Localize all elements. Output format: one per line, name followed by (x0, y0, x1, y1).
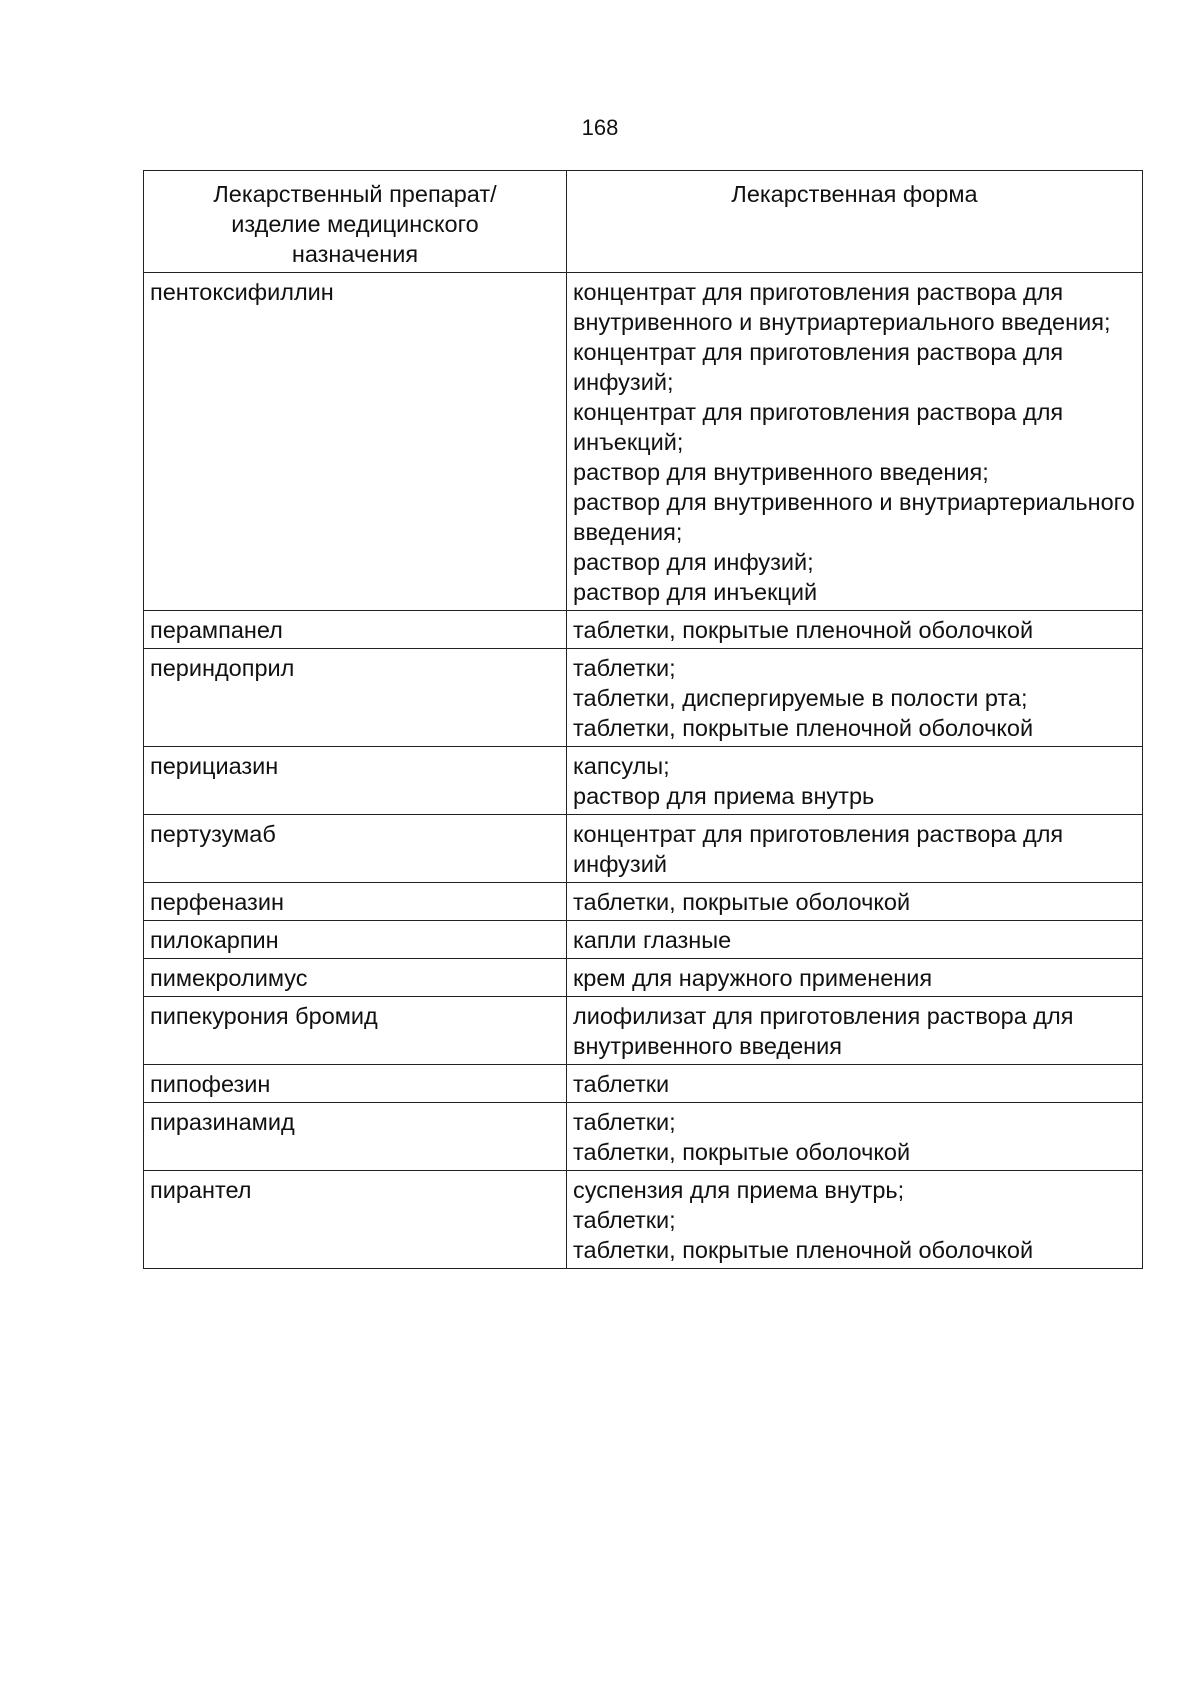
dosage-form-cell (567, 997, 1143, 1065)
dosage-form-item: таблетки; (573, 1109, 676, 1135)
table-body (144, 273, 1143, 1269)
drug-name-cell: перампанел (144, 611, 567, 649)
dosage-form-item: таблетки, покрытые пленочной оболочкой (573, 617, 1034, 643)
drug-name-cell: пимекролимус (144, 959, 567, 997)
dosage-form-item: концентрат для приготовления раствора для инфузий (573, 821, 1064, 877)
dosage-form-item: капли глазные (573, 927, 732, 953)
table-row (144, 649, 1143, 747)
dosage-form-item: капсулы; (573, 753, 670, 779)
dosage-form-item: таблетки; (573, 1207, 676, 1233)
dosage-form-item: раствор для внутривенного и внутриартериального введения; (573, 489, 1135, 545)
dosage-form-item: суспензия для приема внутрь; (573, 1177, 905, 1203)
dosage-form-item: концентрат для приготовления раствора для инъекций; (573, 399, 1064, 455)
drug-name-cell: периндоприл (144, 649, 567, 747)
table-row (144, 1065, 1143, 1103)
table-row (144, 815, 1143, 883)
table-row (144, 1103, 1143, 1171)
dosage-form-cell (567, 611, 1143, 649)
dosage-form-item: раствор для инъекций (573, 579, 818, 605)
table-row (144, 921, 1143, 959)
drug-table (143, 170, 1143, 1269)
dosage-form-item: таблетки, покрытые оболочкой (573, 1139, 911, 1165)
column-header-drug: Лекарственный препарат/ изделие медицинского назначения (144, 171, 567, 273)
dosage-form-item: таблетки, покрытые пленочной оболочкой (573, 715, 1034, 741)
dosage-form-cell (567, 747, 1143, 815)
dosage-form-item: таблетки, покрытые пленочной оболочкой (573, 1237, 1034, 1263)
table-header-row (144, 171, 1143, 273)
drug-name-cell: перициазин (144, 747, 567, 815)
dosage-form-cell (567, 273, 1143, 611)
table-row (144, 747, 1143, 815)
dosage-form-cell (567, 921, 1143, 959)
drug-name-cell: пилокарпин (144, 921, 567, 959)
dosage-form-cell (567, 1171, 1143, 1269)
dosage-form-item: крем для наружного применения (573, 965, 933, 991)
dosage-form-item: таблетки, покрытые оболочкой (573, 889, 911, 915)
dosage-form-cell (567, 649, 1143, 747)
dosage-form-item: таблетки (573, 1071, 670, 1097)
drug-name-cell: пиразинамид (144, 1103, 567, 1171)
dosage-form-item: концентрат для приготовления раствора для инфузий; (573, 339, 1064, 395)
table-row (144, 611, 1143, 649)
table-row (144, 959, 1143, 997)
drug-name-cell: пипекурония бромид (144, 997, 567, 1065)
dosage-form-item: концентрат для приготовления раствора для внутривенного и внутриартериального введения; (573, 279, 1111, 335)
drug-name-cell: перфеназин (144, 883, 567, 921)
dosage-form-item: раствор для инфузий; (573, 549, 814, 575)
dosage-form-item: раствор для внутривенного введения; (573, 459, 989, 485)
dosage-form-item: таблетки; (573, 655, 676, 681)
drug-name-cell: пертузумаб (144, 815, 567, 883)
table-row (144, 1171, 1143, 1269)
dosage-form-cell (567, 883, 1143, 921)
dosage-form-item: раствор для приема внутрь (573, 783, 875, 809)
drug-name-cell: пирантел (144, 1171, 567, 1269)
dosage-form-item: лиофилизат для приготовления раствора для внутривенного введения (573, 1003, 1074, 1059)
table-row (144, 997, 1143, 1065)
page-number: 168 (581, 115, 619, 140)
dosage-form-cell (567, 815, 1143, 883)
drug-name-cell: пипофезин (144, 1065, 567, 1103)
table-row (144, 883, 1143, 921)
dosage-form-cell (567, 1103, 1143, 1171)
drug-name-cell: пентоксифиллин (144, 273, 567, 611)
dosage-form-item: таблетки, диспергируемые в полости рта; (573, 685, 1028, 711)
table-row (144, 273, 1143, 611)
column-header-form: Лекарственная форма (567, 171, 1143, 273)
dosage-form-cell (567, 959, 1143, 997)
dosage-form-cell (567, 1065, 1143, 1103)
